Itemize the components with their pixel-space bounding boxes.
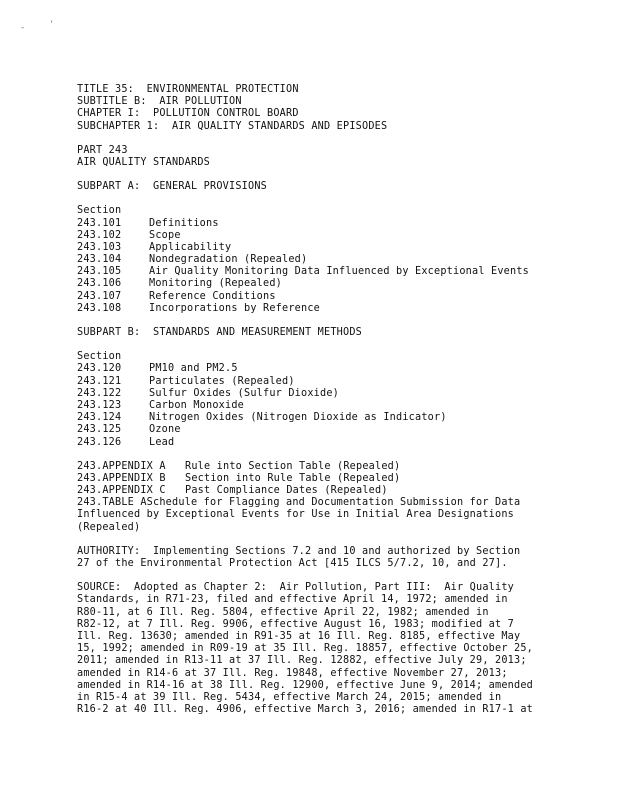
- appendix-row: [77, 485, 567, 497]
- appendix-title: Section into Rule Table (Repealed): [185, 472, 401, 484]
- section-row: [77, 363, 567, 375]
- section-number: 243.106: [77, 278, 122, 290]
- section-row: [77, 266, 567, 278]
- section-number: 243.105: [77, 266, 122, 278]
- subpart-a-heading: SUBPART A: GENERAL PROVISIONS: [77, 181, 268, 193]
- section-title: PM10 and PM2.5: [149, 363, 238, 375]
- section-row: [77, 254, 567, 266]
- subpart-a-section-label: Section: [77, 205, 122, 217]
- section-row: [77, 424, 567, 436]
- section-number: 243.107: [77, 290, 122, 302]
- section-row: [77, 218, 567, 230]
- section-number: 243.122: [77, 387, 122, 399]
- section-title: Scope: [149, 229, 181, 241]
- section-title: Incorporations by Reference: [149, 302, 321, 314]
- section-number: 243.104: [77, 254, 122, 266]
- source-line: Standards, in R71-23, filed and effective April 14, 1972; amended in: [77, 594, 508, 606]
- part-name: AIR QUALITY STANDARDS: [77, 156, 211, 168]
- source-line: 2011; amended in R13-11 at 37 Ill. Reg. 12882, effective July 29, 2013;: [77, 655, 527, 667]
- section-row: [77, 242, 567, 254]
- section-number: 243.120: [77, 363, 122, 375]
- source-line: R80-11, at 6 Ill. Reg. 5804, effective April 22, 1982; amended in: [77, 606, 489, 618]
- section-title: Lead: [149, 436, 175, 448]
- section-number: 243.121: [77, 375, 122, 387]
- scan-mark-left: -: [20, 23, 26, 33]
- section-number: 243.123: [77, 399, 122, 411]
- scan-mark-right: ': [49, 20, 55, 30]
- section-row: [77, 303, 567, 315]
- subpart-b-section-label: Section: [77, 351, 122, 363]
- section-title: Monitoring (Repealed): [149, 278, 283, 290]
- section-row: [77, 388, 567, 400]
- section-number: 243.125: [77, 424, 122, 436]
- title-line: TITLE 35: ENVIRONMENTAL PROTECTION: [77, 84, 299, 95]
- table-a-line-3: (Repealed): [77, 521, 141, 533]
- source-line: Ill. Reg. 13630; amended in R91-35 at 16 Ill. Reg. 8185, effective May: [77, 630, 521, 642]
- appendix-number: 243.APPENDIX C: [77, 485, 166, 497]
- section-title: Particulates (Repealed): [149, 375, 295, 387]
- document-content: [77, 84, 567, 716]
- appendix-title: Past Compliance Dates (Repealed): [185, 485, 388, 497]
- appendix-row: [77, 473, 567, 485]
- section-row: [77, 400, 567, 412]
- source-line: amended in R14-6 at 37 Ill. Reg. 19848, effective November 27, 2013;: [77, 667, 508, 679]
- appendix-number: 243.APPENDIX A: [77, 460, 166, 472]
- chapter-line: CHAPTER I: POLLUTION CONTROL BOARD: [77, 108, 299, 120]
- source-line: R16-2 at 40 Ill. Reg. 4906, effective March 3, 2016; amended in R17-1 at: [77, 704, 534, 716]
- section-number: 243.108: [77, 302, 122, 314]
- section-title: Applicability: [149, 241, 232, 253]
- section-number: 243.103: [77, 241, 122, 253]
- source-line: SOURCE: Adopted as Chapter 2: Air Pollution, Part III: Air Quality: [77, 582, 515, 594]
- appendix-title: Rule into Section Table (Repealed): [185, 460, 401, 472]
- subtitle-line: SUBTITLE B: AIR POLLUTION: [77, 96, 242, 108]
- section-title: Carbon Monoxide: [149, 399, 245, 411]
- subpart-b-heading: SUBPART B: STANDARDS AND MEASUREMENT METHODS: [77, 327, 363, 338]
- section-number: 243.124: [77, 412, 122, 424]
- section-title: Definitions: [149, 217, 219, 229]
- part-number: PART 243: [77, 144, 128, 156]
- source-block: [77, 582, 567, 716]
- source-line: R82-12, at 7 Ill. Reg. 9906, effective August 16, 1983; modified at 7: [77, 618, 515, 630]
- appendix-number: 243.APPENDIX B: [77, 472, 166, 484]
- section-title: Nitrogen Oxides (Nitrogen Dioxide as Indicator): [149, 412, 447, 424]
- subchapter-line: SUBCHAPTER 1: AIR QUALITY STANDARDS AND EPISODES: [77, 120, 388, 132]
- table-a-line-2: Influenced by Exceptional Events for Use in Initial Area Designations: [77, 509, 515, 521]
- section-title: Nondegradation (Repealed): [149, 254, 308, 266]
- section-row: [77, 278, 567, 290]
- table-a-line-1: 243.TABLE ASchedule for Flagging and Documentation Submission for Data: [77, 497, 521, 509]
- section-title: Air Quality Monitoring Data Influenced by Exceptional Events: [149, 266, 530, 278]
- appendix-row: [77, 461, 567, 473]
- section-number: 243.102: [77, 229, 122, 241]
- section-row: [77, 376, 567, 388]
- section-row: [77, 412, 567, 424]
- source-line: in R15-4 at 39 Ill. Reg. 5434, effective March 24, 2015; amended in: [77, 691, 502, 703]
- section-number: 243.101: [77, 217, 122, 229]
- authority-line-2: 27 of the Environmental Protection Act [415 ILCS 5/7.2, 10, and 27].: [77, 558, 508, 569]
- section-row: [77, 437, 567, 449]
- source-line: 15, 1992; amended in R09-19 at 35 Ill. Reg. 18857, effective October 25,: [77, 643, 534, 655]
- section-title: Sulfur Oxides (Sulfur Dioxide): [149, 387, 340, 399]
- section-row: [77, 291, 567, 303]
- section-title: Reference Conditions: [149, 290, 276, 302]
- authority-line-1: AUTHORITY: Implementing Sections 7.2 and 10 and authorized by Section: [77, 545, 521, 557]
- section-title: Ozone: [149, 424, 181, 436]
- source-line: amended in R14-16 at 38 Ill. Reg. 12900, effective June 9, 2014; amended: [77, 679, 534, 691]
- section-row: [77, 230, 567, 242]
- section-number: 243.126: [77, 436, 122, 448]
